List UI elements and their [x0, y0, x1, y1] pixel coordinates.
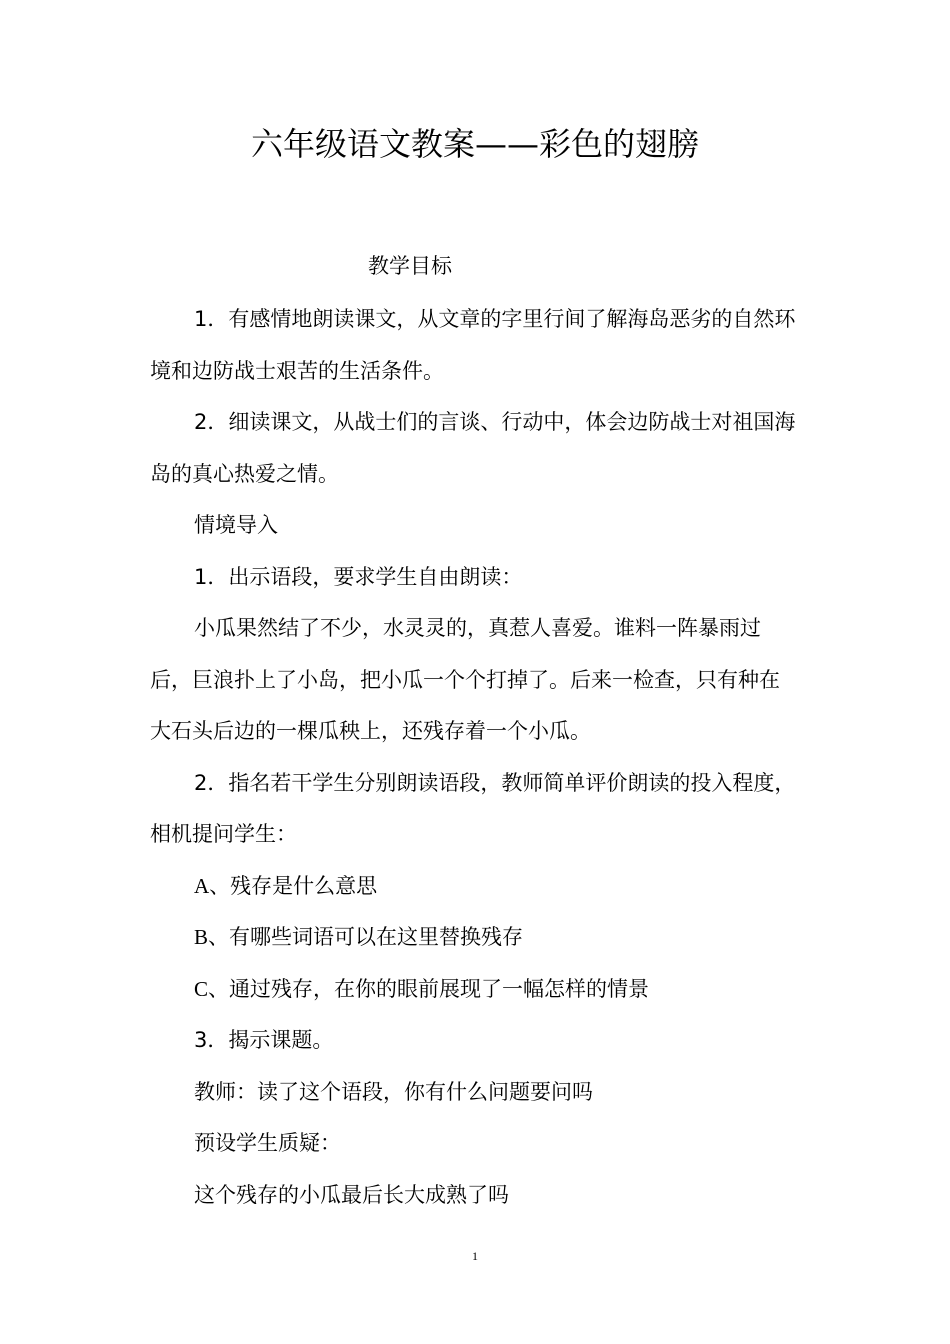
paragraph-goal-2: 2．细读课文，从战士们的言谈、行动中，体会边防战士对祖国海岛的真心热爱之情。 [150, 410, 796, 486]
paragraph-question-a: A、残存是什么意思 [194, 873, 378, 898]
document-body [150, 294, 800, 1221]
paragraph-student-doubt: 这个残存的小瓜最后长大成熟了吗 [194, 1182, 509, 1207]
section-heading-teaching-goals: 教学目标 [368, 254, 452, 278]
paragraph-student-doubt-heading: 预设学生质疑： [194, 1131, 341, 1155]
paragraph-question-c: C、通过残存，在你的眼前展现了一幅怎样的情景 [194, 976, 650, 1001]
paragraph-excerpt: 小瓜果然结了不少，水灵灵的，真惹人喜爱。谁料一阵暴雨过后，巨浪扑上了小岛，把小瓜一个个打掉了。后来一检查，只有种在大石头后边的一棵瓜秧上，还残存着一个小瓜。 [150, 616, 780, 743]
document-title: 六年级语文教案——彩色的翅膀 [250, 125, 699, 163]
paragraph-step-3: 3．揭示课题。 [194, 1028, 334, 1052]
paragraph-question-b: B、有哪些词语可以在这里替换残存 [194, 925, 524, 949]
paragraph-teacher-question: 教师：读了这个语段，你有什么问题要问吗 [194, 1079, 593, 1104]
paragraph-step-2: 2．指名若干学生分别朗读语段，教师简单评价朗读的投入程度，相机提问学生： [150, 770, 796, 846]
paragraph-step-1: 1．出示语段，要求学生自由朗读： [194, 564, 523, 589]
paragraph-situation-intro: 情境导入 [194, 513, 278, 537]
paragraph-goal-1: 1．有感情地朗读课文，从文章的字里行间了解海岛恶劣的自然环境和边防战士艰苦的生活条件。 [150, 307, 796, 383]
page-number: 1 [472, 1249, 478, 1263]
